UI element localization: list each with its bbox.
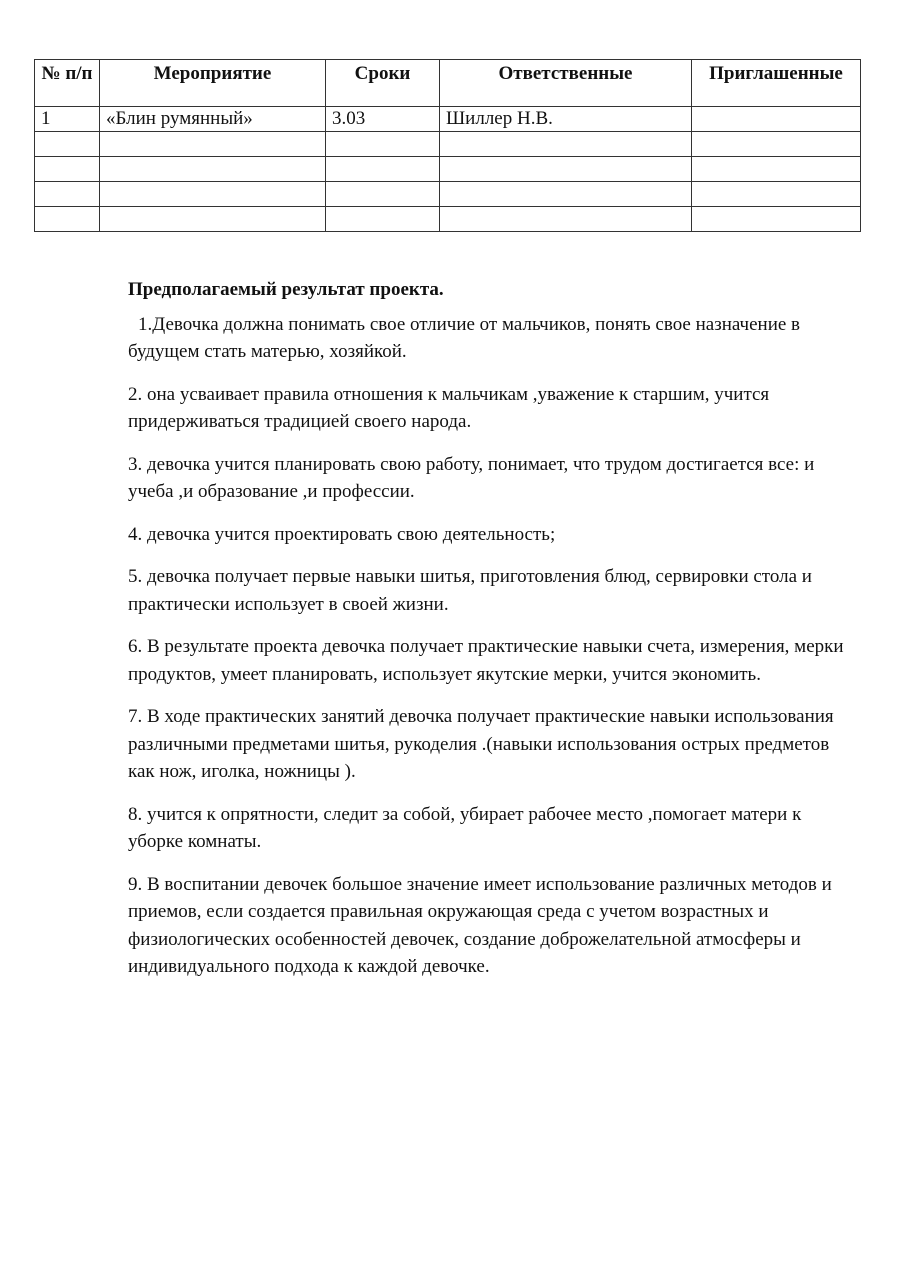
header-event: Мероприятие [100, 60, 326, 107]
cell-number [35, 207, 100, 232]
cell-number [35, 182, 100, 207]
result-item: 5. девочка получает первые навыки шитья, приготовления блюд, сервировки стола и практически использует в своей жизни. [128, 566, 812, 615]
result-item: 4. девочка учится проектировать свою деятельность; [128, 523, 556, 545]
result-item: 9. В воспитании девочек большое значение имеет использование различных методов и приемов, если создается правильная окружающая среда с учетом возрастных и физиологических особенностей девочек, создание доброжелательной атмосферы и индивидуального подхода к каждой девочке. [128, 873, 832, 977]
cell-dates [326, 132, 440, 157]
result-item: 7. В ходе практических занятий девочка получает практические навыки использования различными предметами шитья, рукоделия .(навыки использования острых предметов как нож, иголка, ножницы ). [128, 706, 834, 782]
cell-event [100, 182, 326, 207]
cell-responsible [440, 157, 692, 182]
result-item: 6. В результате проекта девочка получает практические навыки счета, измерения, мерки продуктов, умеет планировать, использует якутские мерки, учится экономить. [128, 636, 844, 685]
table-header-row [35, 60, 861, 107]
table-row [35, 207, 861, 232]
result-item: 2. она усваивает правила отношения к мальчикам ,уважение к старшим, учится придерживаться традицией своего народа. [128, 383, 770, 432]
table-row [35, 132, 861, 157]
cell-event [100, 132, 326, 157]
cell-invited [692, 132, 861, 157]
table-row [35, 107, 861, 132]
cell-invited [692, 182, 861, 207]
header-invited: Приглашенные [692, 60, 861, 107]
cell-dates [326, 207, 440, 232]
table-row [35, 157, 861, 182]
header-responsible: Ответственные [440, 60, 692, 107]
cell-invited [692, 157, 861, 182]
cell-event [100, 157, 326, 182]
project-result-section [128, 276, 848, 996]
cell-responsible [440, 132, 692, 157]
cell-responsible [440, 207, 692, 232]
cell-dates [326, 157, 440, 182]
header-dates: Сроки [326, 60, 440, 107]
cell-responsible: Шиллер Н.В. [440, 107, 692, 132]
result-item: 3. девочка учится планировать свою работу, понимает, что трудом достигается все: и учеба ,и образование ,и профессии. [128, 453, 815, 502]
cell-event [100, 207, 326, 232]
cell-responsible [440, 182, 692, 207]
cell-dates [326, 182, 440, 207]
cell-number: 1 [35, 107, 100, 132]
cell-number [35, 132, 100, 157]
section-heading: Предполагаемый результат проекта. [128, 279, 444, 300]
events-table [34, 59, 861, 232]
cell-event: «Блин румянный» [100, 107, 326, 132]
header-number: № п/п [35, 60, 100, 107]
cell-number [35, 157, 100, 182]
cell-invited [692, 207, 861, 232]
cell-dates: 3.03 [326, 107, 440, 132]
table-row [35, 182, 861, 207]
result-item: 8. учится к опрятности, следит за собой, убирает рабочее место ,помогает матери к уборке комнаты. [128, 803, 802, 852]
cell-invited [692, 107, 861, 132]
result-item: 1.Девочка должна понимать свое отличие от мальчиков, понять свое назначение в будущем стать матерью, хозяйкой. [128, 313, 801, 362]
